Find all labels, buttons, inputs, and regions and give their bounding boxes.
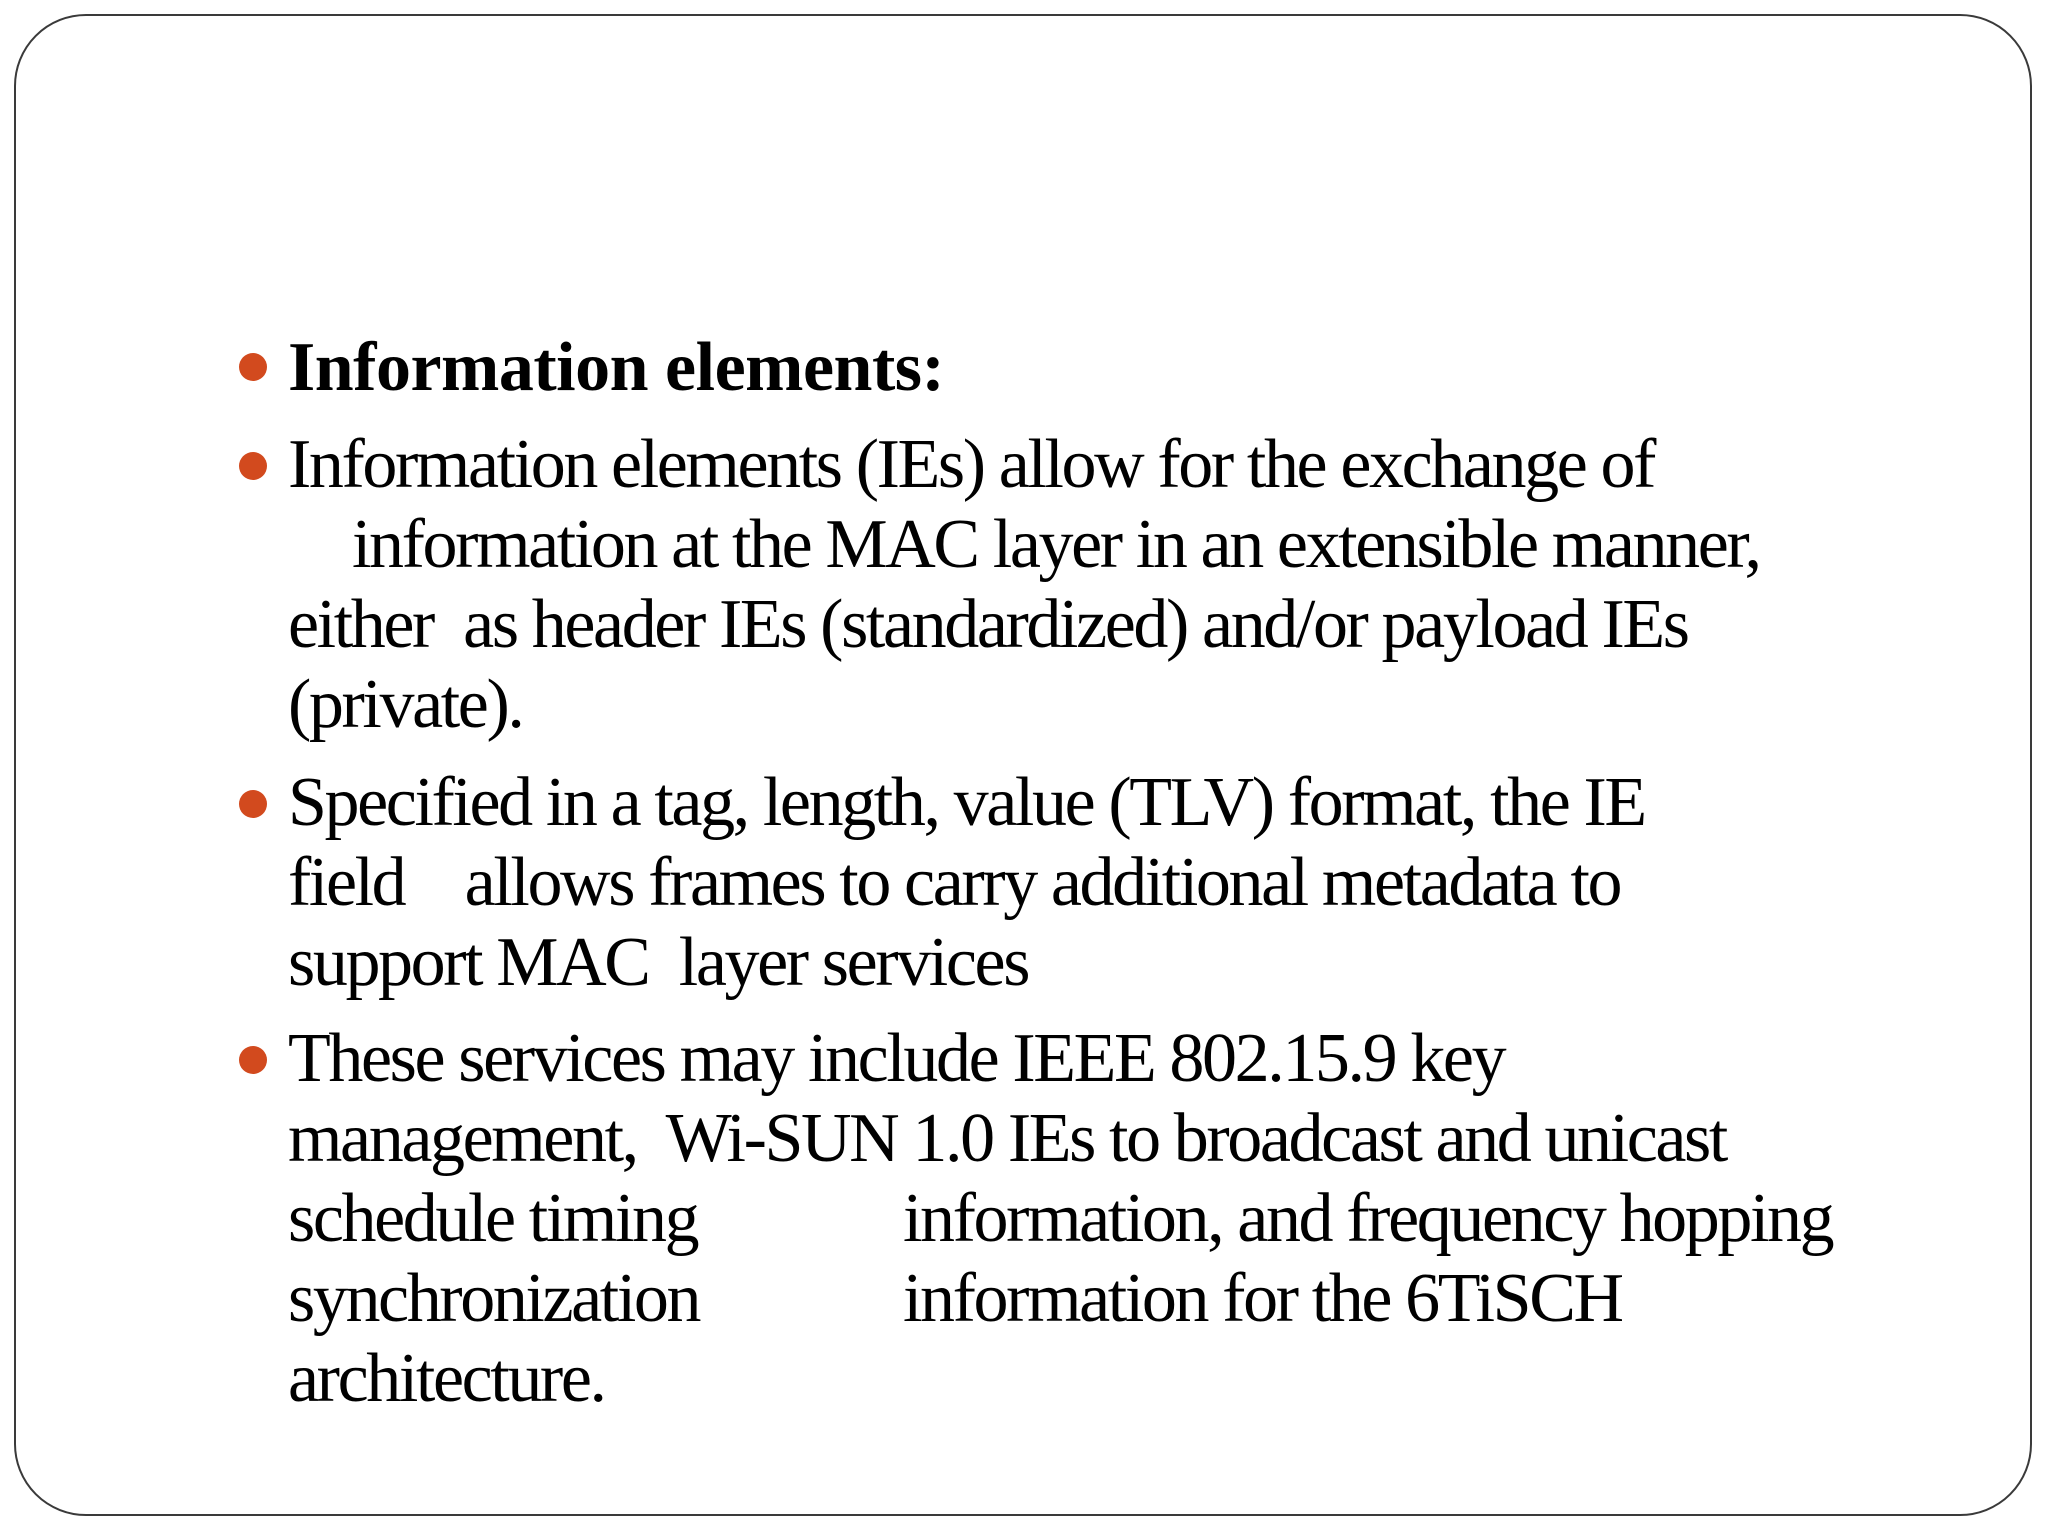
bullet-dot-icon (239, 790, 267, 818)
bullet-text-line: field allows frames to carry additional metadata to (288, 844, 1621, 921)
bullet-heading: Information elements: (288, 329, 945, 406)
bullet-text-line: synchronization (288, 1260, 700, 1337)
bullet-text-line: information for the 6TiSCH (903, 1260, 1622, 1337)
bullet-text-line: either as header IEs (standardized) and/or payload IEs (288, 586, 1688, 663)
bullet-text-line: schedule timing (288, 1180, 698, 1257)
bullet-text-line: information at the MAC layer in an extensible manner, (352, 506, 1760, 583)
bullet-text-line: These services may include IEEE 802.15.9 key (288, 1020, 1505, 1097)
bullet-text-line: architecture. (288, 1340, 605, 1417)
bullet-dot-icon (239, 1046, 267, 1074)
bullet-text-line: support MAC layer services (288, 924, 1029, 1001)
bullet-text-line: Specified in a tag, length, value (TLV) format, the IE (288, 764, 1645, 841)
bullet-text-line: (private). (288, 666, 523, 743)
bullet-dot-icon (239, 353, 267, 381)
bullet-text-line: Information elements (IEs) allow for the exchange of (288, 426, 1655, 503)
bullet-text-line: information, and frequency hopping (903, 1180, 1833, 1257)
bullet-text-line: management, Wi-SUN 1.0 IEs to broadcast and unicast (288, 1100, 1726, 1177)
bullet-dot-icon (239, 452, 267, 480)
